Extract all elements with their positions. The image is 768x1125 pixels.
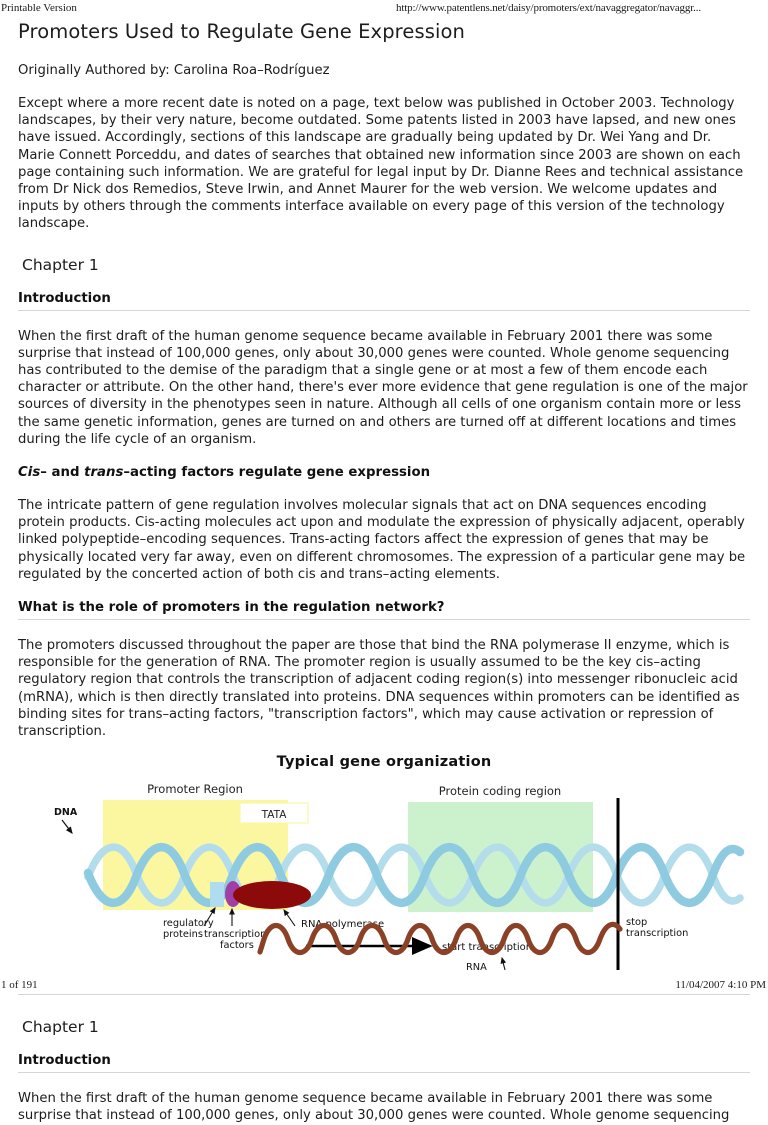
document-body bbox=[0, 16, 768, 1125]
print-footer-timestamp: 11/04/2007 4:10 PM bbox=[675, 979, 766, 991]
regulatory-protein-shape bbox=[210, 882, 224, 907]
introduction-paragraph: When the first draft of the human genome sequence became available in February 2001 there was some surprise that instead of 100,000 genes, only about 30,000 genes were counted. Whole genome sequencing has contributed to the demise of the paradigm that a single gene or at most a few of them encode each character or attribute. On the other hand, there's ever more evidence that gene regulation is one of the major sources of diversity in the phenotypes seen in nature. Although all cells of one organism contain more or less the same genetic information, genes are turned on and others are turned off at different locations and times during the life cycle of an organism. bbox=[18, 328, 748, 447]
print-footer-page-number: 1 of 191 bbox=[1, 979, 38, 991]
section-divider bbox=[18, 994, 750, 995]
start-transcription-label: start transcription bbox=[442, 942, 533, 954]
cis-trans-connector: – and bbox=[40, 465, 85, 481]
repeat-introduction-paragraph: When the first draft of the human genome sequence became available in February 2001 there was some surprise that instead of 100,000 genes, only about 30,000 genes were counted. Whole genome sequencing bbox=[18, 1091, 730, 1124]
intro-notice-paragraph: Except where a more recent date is noted on a page, text below was published in October 2003. Technology landscapes, by their very nature, become outdated. Some patents listed in 2003 have lapsed, and new ones have issued. Accordingly, sections of this landscape are gradually being updated by Dr. Wei Yang and Dr. Marie Connett Porceddu, and dates of searches that obtained new information since 2003 are shown on each page containing such information. We are grateful for legal input by Dr. Dianne Rees and technical assistance from Dr Nick dos Remedios, Steve Irwin, and Annet Maurer for the web version. We welcome updates and inputs by others through the comments interface available on every page of this version of the technology landscape. bbox=[18, 96, 744, 232]
transcription-factors-label-line1: transcription bbox=[204, 929, 267, 941]
stop-transcription-label-line1: stop bbox=[626, 917, 648, 929]
rna-label: RNA bbox=[466, 962, 487, 974]
regulatory-proteins-label-line1: regulatory bbox=[163, 918, 214, 930]
dna-pointer-arrow bbox=[62, 820, 72, 833]
regulatory-proteins-label-line2: proteins bbox=[163, 929, 203, 941]
browser-print-header bbox=[0, 0, 768, 16]
section-heading-cis-trans bbox=[18, 465, 750, 480]
browser-print-footer bbox=[0, 977, 768, 993]
print-header-url: http://www.patentlens.net/daisy/promoters/ext/navaggregator/navaggr... bbox=[396, 2, 701, 14]
rna-polymerase-shape bbox=[233, 881, 311, 909]
dna-label: DNA bbox=[54, 807, 78, 819]
section-heading-promoter-role: What is the role of promoters in the regulation network? bbox=[18, 600, 750, 620]
section-heading-introduction: Introduction bbox=[18, 291, 750, 311]
rna-polymerase-label: RNA polymerase bbox=[301, 919, 385, 931]
cis-word: Cis bbox=[18, 465, 41, 481]
chapter-heading: Chapter 1 bbox=[22, 255, 99, 274]
trans-word: trans bbox=[84, 465, 124, 481]
page-title: Promoters Used to Regulate Gene Expression bbox=[18, 20, 465, 43]
rna-pointer-arrow bbox=[502, 958, 505, 970]
transcription-factors-label-line2: factors bbox=[220, 940, 254, 952]
figure-canvas bbox=[18, 774, 750, 974]
print-header-title: Printable Version bbox=[1, 2, 77, 14]
promoter-region-label: Promoter Region bbox=[147, 782, 243, 797]
repeat-chapter-heading: Chapter 1 bbox=[22, 1018, 99, 1037]
promoter-role-paragraph: The promoters discussed throughout the paper are those that bind the RNA polymerase II enzyme, which is responsible for the generation of RNA. The promoter region is usually assumed to be the key cis–acting regulatory region that controls the transcription of adjacent coding region(s) into messenger ribonucleic acid (mRNA), which is then directly translated into proteins. DNA sequences within promoters can be identified as binding sites for trans–acting factors, "transcription factors", which may cause activation or repression of transcription. bbox=[18, 638, 740, 740]
figure-typical-gene-organization bbox=[18, 754, 750, 976]
tata-label: TATA bbox=[261, 809, 287, 822]
stop-transcription-label-line2: transcription bbox=[626, 928, 689, 940]
rna-polymerase-pointer bbox=[284, 910, 295, 926]
cis-trans-tail: –acting factors regulate gene expression bbox=[123, 465, 431, 481]
document-content bbox=[18, 20, 750, 1125]
author-byline: Originally Authored by: Carolina Roa–Rodríguez bbox=[18, 63, 330, 78]
protein-coding-region-label: Protein coding region bbox=[438, 784, 562, 799]
cis-trans-paragraph: The intricate pattern of gene regulation involves molecular signals that act on DNA sequences encoding protein products. Cis-acting molecules act upon and modulate the expression of physically adjacent, operably linked polypeptide–encoding sequences. Trans-acting factors affect the expression of genes that may be physically located very far away, even on different chromosomes. The expression of a particular gene may be regulated by the concerted action of both cis and trans–acting elements. bbox=[18, 498, 746, 582]
figure-title: Typical gene organization bbox=[276, 754, 492, 771]
repeat-section-heading-introduction: Introduction bbox=[18, 1053, 750, 1073]
